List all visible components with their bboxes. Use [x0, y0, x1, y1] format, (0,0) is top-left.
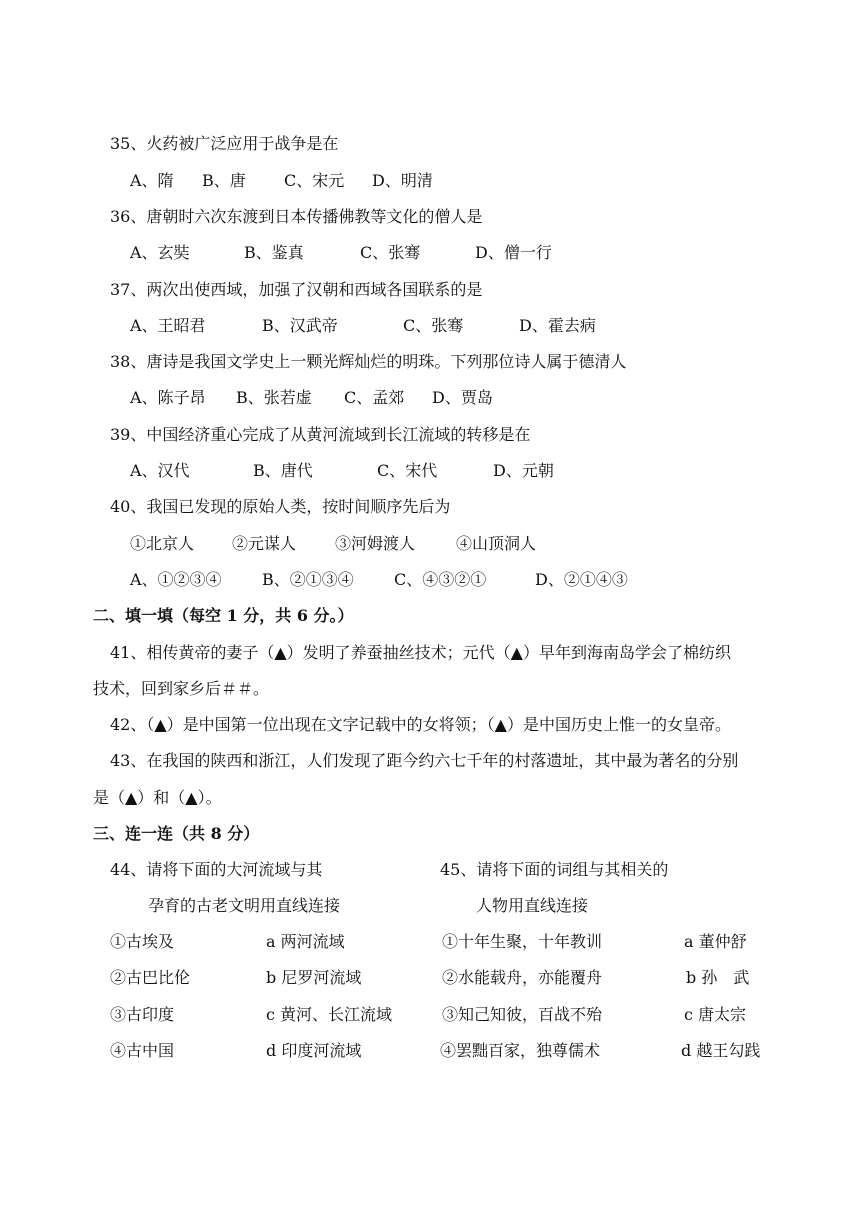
q44-left-item: ②古巴比伦: [110, 968, 191, 987]
q44-left-item: ①古埃及: [110, 932, 175, 951]
question-39-stem: 39、中国经济重心完成了从黄河流域到长江流域的转移是在: [110, 425, 531, 444]
q39-option-a: A、汉代: [130, 461, 190, 480]
q38-option-a: A、陈子昂: [130, 388, 206, 407]
q35-option-b: B、唐: [202, 171, 246, 190]
q44-left-item: ③古印度: [110, 1005, 175, 1024]
q44-right-item: d 印度河流域: [266, 1041, 362, 1060]
q44-stem-line-1: 44、请将下面的大河流域与其: [110, 860, 323, 879]
q36-option-d: D、僧一行: [475, 243, 552, 262]
q44-right-item: a 两河流域: [266, 932, 345, 951]
q40-option-a: A、①②③④: [130, 570, 222, 589]
q40-item-2: ②元谋人: [232, 534, 297, 553]
q35-option-c: C、宋元: [284, 171, 345, 190]
q39-option-b: B、唐代: [253, 461, 313, 480]
q45-right-item: d 越王勾践: [681, 1041, 761, 1060]
q45-right-item: c 唐太宗: [684, 1005, 747, 1024]
q45-left-item: ②水能载舟，亦能覆舟: [442, 968, 603, 987]
q44-right-item: c 黄河、长江流域: [266, 1005, 393, 1024]
question-41-line-2: 技术，回到家乡后＃＃。: [93, 679, 270, 698]
question-43-line-2: 是（▲）和（▲）。: [93, 788, 222, 807]
q36-option-a: A、玄奘: [130, 243, 190, 262]
q39-option-d: D、元朝: [493, 461, 554, 480]
question-38-stem: 38、唐诗是我国文学史上一颗光辉灿烂的明珠。下列那位诗人属于德清人: [110, 352, 627, 371]
q40-option-b: B、②①③④: [262, 570, 354, 589]
question-41-line-1: 41、相传黄帝的妻子（▲）发明了养蚕抽丝技术；元代（▲）早年到海南岛学会了棉纺织: [110, 643, 731, 662]
q38-option-b: B、张若虚: [236, 388, 312, 407]
q35-option-d: D、明清: [372, 171, 433, 190]
question-35-stem: 35、火药被广泛应用于战争是在: [110, 134, 339, 153]
q40-item-4: ④山顶洞人: [456, 534, 537, 553]
q44-stem-line-2: 孕育的古老文明用直线连接: [148, 896, 341, 915]
q40-option-d: D、②①④③: [535, 570, 628, 589]
q45-left-item: ①十年生聚，十年教训: [442, 932, 603, 951]
section-2-heading: 二、填一填（每空 1 分，共 6 分。）: [93, 606, 354, 625]
q44-right-item: b 尼罗河流域: [266, 968, 362, 987]
q37-option-d: D、霍去病: [519, 316, 596, 335]
q38-option-c: C、孟郊: [344, 388, 405, 407]
q45-stem-line-2: 人物用直线连接: [476, 896, 589, 915]
q40-item-3: ③河姆渡人: [335, 534, 416, 553]
q45-left-item: ④罢黜百家，独尊儒术: [440, 1041, 601, 1060]
question-43-line-1: 43、在我国的陕西和浙江，人们发现了距今约六七千年的村落遗址，其中最为著名的分别: [110, 751, 739, 770]
q45-right-item: b 孙 武: [686, 968, 750, 987]
q45-stem-line-1: 45、请将下面的词组与其相关的: [440, 860, 669, 879]
q35-option-a: A、隋: [130, 171, 174, 190]
section-3-heading: 三、连一连（共 8 分）: [93, 824, 260, 843]
question-36-stem: 36、唐朝时六次东渡到日本传播佛教等文化的僧人是: [110, 207, 483, 226]
q37-option-b: B、汉武帝: [262, 316, 338, 335]
q39-option-c: C、宋代: [377, 461, 438, 480]
q40-option-c: C、④③②①: [394, 570, 487, 589]
q40-item-1: ①北京人: [130, 534, 195, 553]
q36-option-c: C、张骞: [360, 243, 421, 262]
question-42: 42、（▲）是中国第一位出现在文字记载中的女将领；（▲）是中国历史上惟一的女皇帝。: [110, 715, 731, 734]
q45-left-item: ③知己知彼，百战不殆: [442, 1005, 603, 1024]
q38-option-d: D、贾岛: [432, 388, 493, 407]
q44-left-item: ④古中国: [110, 1041, 175, 1060]
q37-option-c: C、张骞: [403, 316, 464, 335]
q37-option-a: A、王昭君: [130, 316, 206, 335]
question-37-stem: 37、两次出使西域，加强了汉朝和西域各国联系的是: [110, 280, 483, 299]
question-40-stem: 40、我国已发现的原始人类，按时间顺序先后为: [110, 497, 451, 516]
q45-right-item: a 董仲舒: [684, 932, 747, 951]
q36-option-b: B、鉴真: [244, 243, 304, 262]
